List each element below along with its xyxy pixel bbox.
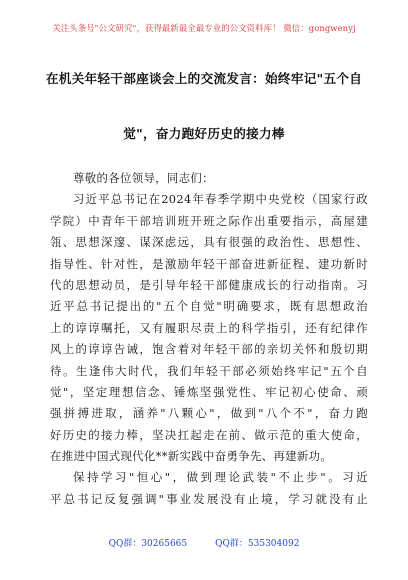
body-line: 平总书记反复强调"事业发展没有止境，学习就没有止 [50,491,368,506]
body-line: 近平总书记提出的"五个自觉"明确要求，既有思想政治 [50,299,368,314]
footer-bar [0,536,408,549]
document-title-line-1: 在机关年轻干部座谈会上的交流发言：始终牢记"五个自 [45,71,363,86]
qq-group-2: QQ群：535304092 [215,539,300,549]
body-line: 风上的谆谆告诫，饱含着对年轻干部的亲切关怀和殷切期 [50,342,368,357]
body-line: 代的思想动员，是引导年轻干部健康成长的行动指南。习 [50,277,368,292]
body-line: 指导性、针对性，是激励年轻干部奋进新征程、建功新时 [50,256,368,271]
body-line: 尊敬的各位领导，同志们： [73,171,214,185]
body-line: 学院）中青年干部培训班开班之际作出重要指示，高屋建 [50,213,368,228]
qq-group-1: QQ群：30265665 [108,539,188,549]
body-line: 觉"，坚定理想信念、锤炼坚强党性、牢记初心使命、顽 [50,384,368,399]
body-line: 强拼搏进取，涵养"八颗心"，做到"八个不"，奋力跑 [50,406,368,421]
body-line: 保持学习"恒心"，做到理论武装"不止步"。习近 [73,470,368,485]
body-line: 待。生逢伟大时代，我们年轻干部必须始终牢记"五个自 [50,363,368,378]
body-line: 上的谆谆嘱托，又有履职尽责上的科学指引，还有纪律作 [50,320,368,335]
body-line: 瓴、思想深邃、谋深虑远，具有很强的政治性、思想性、 [50,235,368,250]
body-line: 好历史的接力棒，坚决扛起走在前、做示范的重大使命， [50,427,368,442]
document-body [50,168,368,510]
top-banner: 关注头条号"公文研究"，获得最新最全最专业的公文资料库！ 微信：gongwenyj [52,23,356,33]
body-line: 在推进中国式现代化**新实践中奋勇争先、再建新功。 [50,449,333,464]
document-title-line-2: 觉"，奋力跑好历史的接力棒 [123,126,285,141]
body-line: 习近平总书记在2024年春季学期中央党校（国家行政 [73,192,368,207]
